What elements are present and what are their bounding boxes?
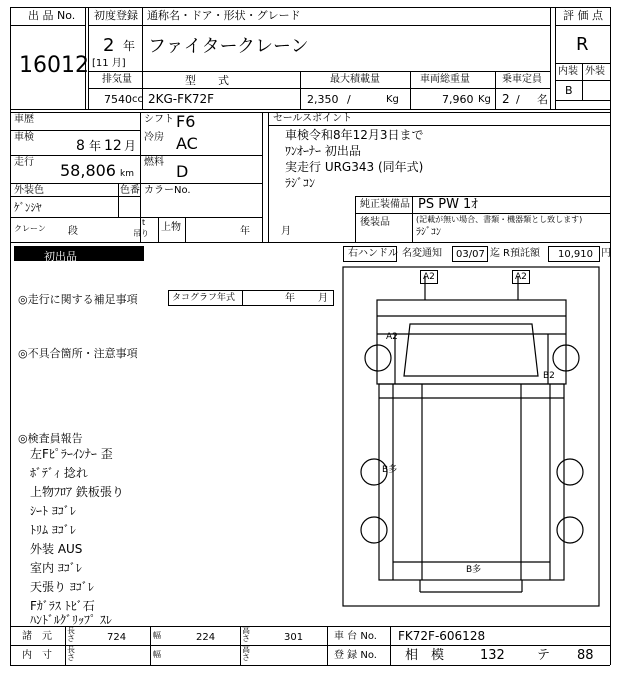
reg-label: 登 録 No.	[334, 650, 377, 661]
genuine-equipment-value: PS PW 1ｵ	[418, 197, 478, 212]
damage-mark: A2	[386, 332, 398, 342]
gross-weight-label: 車両総重量	[420, 74, 470, 85]
score-label: 評 価 点	[563, 9, 603, 22]
chassis-label: 車 台 No.	[334, 631, 377, 642]
gross-weight-unit: Kg	[478, 94, 491, 105]
color-no-label: 色番	[120, 185, 140, 196]
width-label: 幅	[153, 631, 161, 640]
height-value: 301	[284, 632, 304, 643]
crane-label: クレーン	[14, 224, 46, 233]
color-no-value: カラーNo.	[144, 185, 191, 196]
inspector-line: 外装 AUS	[30, 542, 83, 556]
first-reg-year-unit: 年	[123, 39, 136, 53]
damage-mark: A2	[512, 270, 530, 284]
first-reg-label: 初度登録	[94, 9, 138, 22]
sales-points-label: セールスポイント	[273, 113, 353, 124]
tachograph-label: タコグラフ年式	[172, 293, 236, 303]
inspector-line: 上物ﾌﾛｱ 鉄板張り	[30, 485, 124, 499]
inspection-label: 車検	[14, 132, 34, 143]
sales-point-line: ﾗｼﾞｺﾝ	[285, 176, 316, 190]
sales-point-line: 実走行 URG343 (同年式)	[285, 160, 424, 174]
max-load-unit: Kg	[386, 94, 399, 105]
right-handle-badge: 右ハンドル	[343, 246, 397, 262]
sales-point-line: 車検令和8年12月3日まで	[285, 128, 424, 142]
inspector-line: ﾄﾘﾑ ﾖｺﾞﾚ	[30, 523, 76, 537]
capacity-label: 乗車定員	[502, 74, 542, 85]
shoyo-label: 諸 元	[22, 631, 52, 642]
model-value: 2KG-FK72F	[148, 92, 215, 106]
inspector-line: ﾎﾞﾃﾞｨ 捻れ	[30, 466, 88, 480]
shift-value: F6	[176, 112, 196, 131]
car-name: ファイター	[148, 36, 238, 57]
genuine-equipment-label: 純正装備品	[360, 199, 410, 210]
reg-kana: テ	[537, 648, 551, 663]
inspector-line: 室内 ﾖｺﾞﾚ	[30, 561, 82, 575]
width-label-inner: 幅	[153, 650, 161, 659]
capacity-value: 2	[502, 92, 510, 106]
inspector-line: ﾊﾝﾄﾞﾙｸﾞﾘｯﾌﾟ ｽﾚ	[30, 613, 112, 627]
name-label: 通称名・ドア・形状・グレード	[147, 9, 301, 22]
first-listing-badge: 初出品	[14, 246, 144, 261]
driving-notes-label: ◎走行に関する補足事項	[18, 293, 138, 306]
length-label-inner: 長さ	[67, 645, 75, 662]
inspection-month-unit: 月	[124, 139, 137, 153]
first-reg-year: 2	[103, 35, 115, 56]
gross-weight-value: 7,960	[442, 93, 474, 106]
defects-label: ◎不具合箇所・注意事項	[18, 347, 138, 360]
meihen-label: 名変通知	[402, 248, 442, 259]
capacity-slash: /	[516, 93, 520, 106]
max-load-slash: /	[347, 93, 351, 106]
joubutsu-label: 上物	[161, 222, 181, 233]
naisun-label: 内 寸	[22, 650, 52, 661]
meihen-date-box: 03/07	[452, 246, 488, 262]
fuel-label: 燃料	[144, 157, 164, 168]
max-load-value: 2,350	[307, 93, 339, 106]
displacement-value: 7540	[104, 93, 132, 106]
first-reg-month: [11 月]	[92, 58, 126, 69]
displacement-unit: cc	[132, 94, 143, 105]
crane-dan: 段	[68, 226, 78, 237]
exterior-label: 外装	[585, 66, 605, 77]
joubutsu-month: 月	[281, 226, 291, 237]
damage-mark: A2	[420, 270, 438, 284]
interior-label: 内装	[558, 66, 578, 77]
mileage-label: 走行	[14, 157, 34, 168]
aftermarket-note: (記載が無い場合、書類・機器類とし致します)	[416, 215, 583, 224]
chassis-value: FK72F-606128	[398, 629, 486, 643]
meihen-suffix: 迄	[490, 248, 500, 259]
height-label-inner: 高さ	[242, 645, 250, 662]
sales-point-line: ﾜﾝｵｰﾅｰ 初出品	[285, 144, 361, 158]
damage-mark: B多	[466, 565, 482, 575]
score-value: R	[576, 34, 589, 55]
inspector-label: ◎検査員報告	[18, 432, 83, 445]
model-label: 型 式	[185, 74, 229, 87]
reg-region: 相 模	[405, 648, 445, 663]
ac-value: AC	[176, 134, 198, 153]
fuel-value: D	[176, 162, 189, 181]
displacement-label: 排気量	[102, 74, 132, 85]
inspector-line: Fｶﾞﾗｽ ﾄﾋﾞ石	[30, 599, 95, 613]
damage-mark: B2	[543, 371, 555, 381]
length-label: 長さ	[67, 626, 75, 643]
inspector-line: 天張り ﾖｺﾞﾚ	[30, 580, 94, 594]
tachograph-year: 年	[285, 293, 295, 304]
mileage-unit: km	[120, 169, 134, 179]
car-type: クレーン	[237, 36, 309, 57]
mileage-value: 58,806	[60, 161, 116, 180]
crane-tsuri: 吊り	[133, 229, 149, 238]
yen-unit: 円	[601, 248, 611, 259]
lot-no-value: 16012	[19, 53, 89, 78]
aftermarket-label: 後装品	[360, 217, 390, 228]
interior-grade: B	[565, 84, 573, 97]
inspector-line: ｼｰﾄ ﾖｺﾞﾚ	[30, 504, 76, 518]
r-recycle-box: 10,910	[548, 246, 600, 262]
width-value: 224	[196, 632, 216, 643]
color-value: ｹﾞﾝｼﾔ	[14, 201, 42, 214]
length-value: 724	[107, 632, 127, 643]
shift-label: シフト	[144, 114, 174, 125]
history-label: 車歴	[14, 114, 34, 125]
aftermarket-value: ﾗｼﾞｺﾝ	[416, 227, 441, 238]
reg-number: 88	[577, 648, 594, 663]
ac-label: 冷房	[144, 132, 164, 143]
height-label: 高さ	[242, 626, 250, 643]
inspector-line: 左Fﾋﾟﾗｰｲﾝﾅｰ 歪	[30, 447, 113, 461]
joubutsu-year: 年	[240, 226, 250, 237]
damage-mark: B多	[382, 465, 398, 475]
inspection-year: 8	[76, 138, 85, 154]
r-recycle-label: R預託額	[503, 248, 540, 259]
crane-t: t	[142, 218, 146, 227]
max-load-label: 最大積載量	[330, 74, 380, 85]
inspection-year-unit: 年	[89, 139, 102, 153]
lot-no-label: 出 品 No.	[28, 9, 76, 22]
color-label: 外装色	[14, 185, 44, 196]
capacity-unit: 名	[537, 93, 548, 106]
reg-class: 132	[480, 648, 505, 663]
tachograph-month: 月	[318, 293, 328, 304]
inspection-month: 12	[104, 138, 122, 154]
